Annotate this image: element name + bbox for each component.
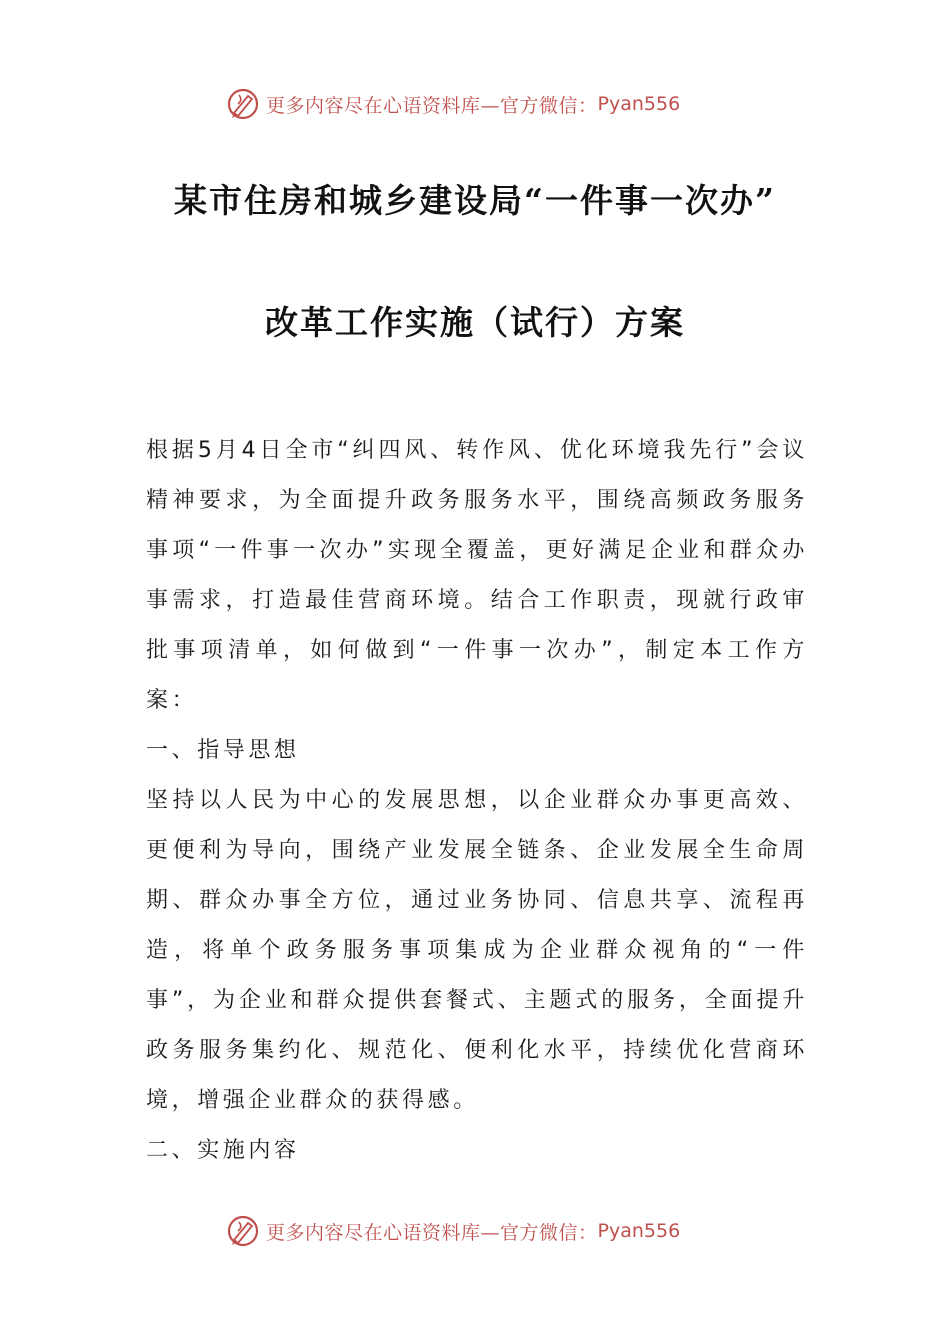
pen-logo-icon — [226, 87, 260, 121]
banner-wechat-id: Pyan556 — [597, 1220, 681, 1242]
guiding-ideology-paragraph: 坚持以人民为中心的发展思想，以企业群众办事更高效、更便利为导向，围绕产业发展全链条、企业发展全生命周期、群众办事全方位，通过业务协同、信息共享、流程再造，将单个政务服务事项集成为企业群众视角的“一件事”，为企业和群众提供套餐式、主题式的服务，全面提升政务服务集约化、规范化、便利化水平，持续优化营商环境，增强企业群众的获得感。 — [146, 788, 808, 1113]
pen-logo-icon — [226, 1214, 260, 1248]
header-watermark-banner — [226, 84, 680, 124]
section-heading-1: 一、指导思想 — [146, 738, 300, 763]
document-body — [146, 426, 808, 1176]
document-title-line-1: 某市住房和城乡建设局“一件事一次办” — [174, 181, 776, 220]
banner-text: 更多内容尽在心语资料库—官方微信： — [266, 1221, 598, 1244]
intro-paragraph: 根据5月4日全市“纠四风、转作风、优化环境我先行”会议精神要求，为全面提升政务服务水平，围绕高频政务服务事项“一件事一次办”实现全覆盖，更好满足企业和群众办事需求，打造最佳营商环境。结合工作职责，现就行政审批事项清单，如何做到“一件事一次办”，制定本工作方案： — [146, 438, 808, 713]
banner-wechat-id: Pyan556 — [597, 93, 681, 115]
document-title-line-2: 改革工作实施（试行）方案 — [265, 303, 685, 342]
footer-watermark-banner — [226, 1211, 680, 1251]
section-heading-2: 二、实施内容 — [146, 1138, 300, 1163]
banner-text: 更多内容尽在心语资料库—官方微信： — [266, 94, 598, 117]
